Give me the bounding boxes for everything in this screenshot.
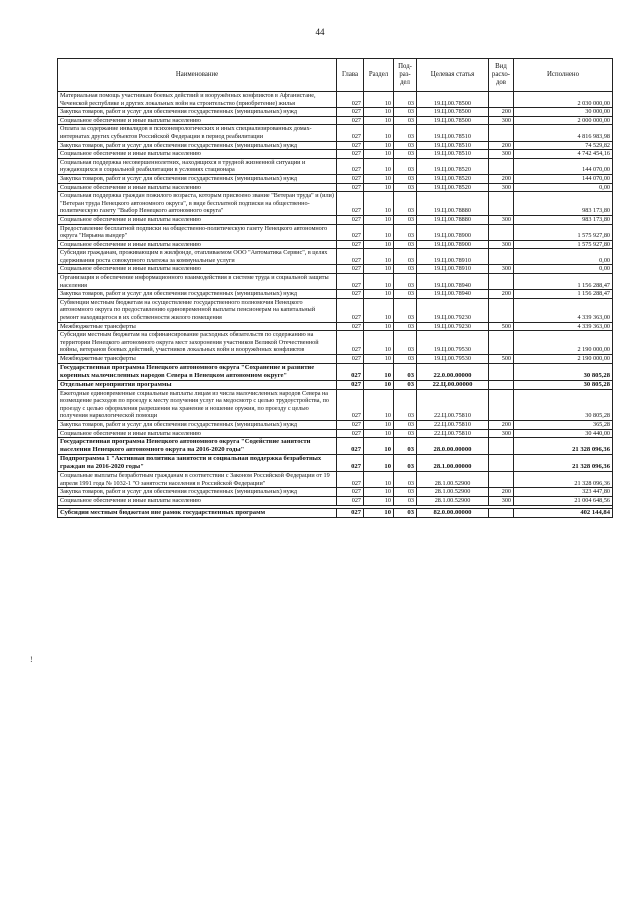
table-row bbox=[58, 150, 613, 159]
row-amount: 1 575 927,80 bbox=[514, 224, 613, 240]
row-podrazdel: 03 bbox=[394, 380, 417, 389]
row-razdel: 10 bbox=[364, 174, 394, 183]
row-podrazdel: 03 bbox=[394, 488, 417, 497]
row-podrazdel: 03 bbox=[394, 92, 417, 108]
row-article: 19.Ц.00.78510 bbox=[417, 141, 489, 150]
row-glava: 027 bbox=[337, 125, 364, 141]
row-vid bbox=[489, 472, 514, 488]
row-vid bbox=[489, 125, 514, 141]
row-vid: 200 bbox=[489, 174, 514, 183]
row-podrazdel: 03 bbox=[394, 215, 417, 224]
row-amount: 983 173,80 bbox=[514, 192, 613, 216]
page-number: 44 bbox=[315, 27, 325, 37]
table-row bbox=[58, 322, 613, 331]
row-podrazdel: 03 bbox=[394, 455, 417, 472]
row-name: Социальное обеспечение и иные выплаты населению bbox=[58, 496, 337, 505]
row-razdel: 10 bbox=[364, 472, 394, 488]
row-article: 28.0.00.00000 bbox=[417, 438, 489, 455]
row-vid: 300 bbox=[489, 496, 514, 505]
row-article: 19.Ц.00.78940 bbox=[417, 290, 489, 299]
table-row bbox=[58, 380, 613, 389]
row-podrazdel: 03 bbox=[394, 274, 417, 290]
row-podrazdel: 03 bbox=[394, 322, 417, 331]
row-glava: 027 bbox=[337, 472, 364, 488]
row-razdel: 10 bbox=[364, 108, 394, 117]
table-row bbox=[58, 141, 613, 150]
row-razdel: 10 bbox=[364, 508, 394, 517]
row-amount: 144 070,00 bbox=[514, 174, 613, 183]
row-amount: 4 816 983,98 bbox=[514, 125, 613, 141]
row-glava: 027 bbox=[337, 290, 364, 299]
row-razdel: 10 bbox=[364, 438, 394, 455]
row-article: 19.Ц.00.78500 bbox=[417, 92, 489, 108]
row-name: Социальное обеспечение и иные выплаты населению bbox=[58, 150, 337, 159]
row-glava: 027 bbox=[337, 363, 364, 380]
row-name: Субсидии местным бюджетам на софинансирование расходных обязательств по содержанию на территории Ненецкого автономного округа мест захоронения участников Великой Отечественной войны, ветеранов боевых действий, участников локальных войн и вооружённых конфликтов bbox=[58, 331, 337, 355]
row-podrazdel: 03 bbox=[394, 420, 417, 429]
row-name: Предоставление бесплатной подписки на общественно-политическую газету Ненецкого автономного округа "Нярьяна вындер" bbox=[58, 224, 337, 240]
row-name: Социальное обеспечение и иные выплаты населению bbox=[58, 183, 337, 192]
row-vid: 300 bbox=[489, 150, 514, 159]
row-name: Социальное обеспечение и иные выплаты населению bbox=[58, 265, 337, 274]
row-glava: 027 bbox=[337, 429, 364, 438]
table-row bbox=[58, 158, 613, 174]
row-razdel: 10 bbox=[364, 192, 394, 216]
row-article: 19.Ц.00.78510 bbox=[417, 150, 489, 159]
row-podrazdel: 03 bbox=[394, 183, 417, 192]
header-razdel: Раздел bbox=[364, 59, 394, 92]
margin-mark: ! bbox=[30, 655, 33, 664]
row-podrazdel: 03 bbox=[394, 125, 417, 141]
row-vid bbox=[489, 92, 514, 108]
row-name: Межбюджетные трансферты bbox=[58, 322, 337, 331]
row-glava: 027 bbox=[337, 420, 364, 429]
table-row bbox=[58, 240, 613, 249]
row-amount: 1 156 288,47 bbox=[514, 274, 613, 290]
row-vid: 200 bbox=[489, 108, 514, 117]
table-row bbox=[58, 363, 613, 380]
row-razdel: 10 bbox=[364, 429, 394, 438]
row-glava: 027 bbox=[337, 249, 364, 265]
row-glava: 027 bbox=[337, 274, 364, 290]
row-vid: 300 bbox=[489, 183, 514, 192]
row-article: 19.Ц.00.78910 bbox=[417, 249, 489, 265]
row-podrazdel: 03 bbox=[394, 265, 417, 274]
row-podrazdel: 03 bbox=[394, 249, 417, 265]
row-podrazdel: 03 bbox=[394, 472, 417, 488]
row-name: Закупка товаров, работ и услуг для обеспечения государственных (муниципальных) нужд bbox=[58, 290, 337, 299]
row-podrazdel: 03 bbox=[394, 496, 417, 505]
row-glava: 027 bbox=[337, 455, 364, 472]
row-article: 82.0.00.00000 bbox=[417, 508, 489, 517]
row-vid bbox=[489, 331, 514, 355]
row-amount: 365,28 bbox=[514, 420, 613, 429]
row-article: 19.Ц.00.79230 bbox=[417, 322, 489, 331]
row-glava: 027 bbox=[337, 150, 364, 159]
row-vid: 300 bbox=[489, 215, 514, 224]
row-razdel: 10 bbox=[364, 116, 394, 125]
row-podrazdel: 03 bbox=[394, 158, 417, 174]
row-amount: 2 000 000,00 bbox=[514, 116, 613, 125]
row-vid: 200 bbox=[489, 290, 514, 299]
row-article: 22.Ц.00.00000 bbox=[417, 380, 489, 389]
row-article: 19.Ц.00.78880 bbox=[417, 192, 489, 216]
row-vid bbox=[489, 508, 514, 517]
row-article: 19.Ц.00.78510 bbox=[417, 125, 489, 141]
row-name: Материальная помощь участникам боевых действий и вооружённых конфликтов в Афганистане, Чеченской республике и других локальных войн на строительство (приобретение) жилья bbox=[58, 92, 337, 108]
row-article: 22.0.00.00000 bbox=[417, 363, 489, 380]
row-vid bbox=[489, 274, 514, 290]
row-vid: 500 bbox=[489, 355, 514, 364]
row-name: Субсидии местным бюджетам вне рамок государственных программ bbox=[58, 508, 337, 517]
row-name: Отдельные мероприятия программы bbox=[58, 380, 337, 389]
table-row bbox=[58, 496, 613, 505]
table-row bbox=[58, 274, 613, 290]
header-vid: Вид расхо-дов bbox=[489, 59, 514, 92]
row-vid: 200 bbox=[489, 141, 514, 150]
row-vid: 300 bbox=[489, 429, 514, 438]
row-name: Социальное обеспечение и иные выплаты населению bbox=[58, 215, 337, 224]
row-name: Социальное обеспечение и иные выплаты населению bbox=[58, 116, 337, 125]
row-article: 19.Ц.00.78900 bbox=[417, 240, 489, 249]
row-podrazdel: 03 bbox=[394, 174, 417, 183]
row-amount: 0,00 bbox=[514, 265, 613, 274]
row-podrazdel: 03 bbox=[394, 150, 417, 159]
row-name: Субсидии гражданам, проживающим в жилфонде, отапливаемом ООО "Автоматика Сервис", в целях сдерживания роста совокупного платежа за коммунальные услуги bbox=[58, 249, 337, 265]
row-name: Организация и обеспечение информационного взаимодействия в системе труда и социальной защиты населения bbox=[58, 274, 337, 290]
table-row bbox=[58, 355, 613, 364]
row-vid bbox=[489, 192, 514, 216]
header-amount: Исполнено bbox=[514, 59, 613, 92]
row-podrazdel: 03 bbox=[394, 192, 417, 216]
row-vid bbox=[489, 438, 514, 455]
row-glava: 027 bbox=[337, 174, 364, 183]
row-razdel: 10 bbox=[364, 92, 394, 108]
row-article: 19.Ц.00.79530 bbox=[417, 355, 489, 364]
row-glava: 027 bbox=[337, 108, 364, 117]
row-podrazdel: 03 bbox=[394, 240, 417, 249]
row-glava: 027 bbox=[337, 92, 364, 108]
row-amount: 1 156 288,47 bbox=[514, 290, 613, 299]
row-razdel: 10 bbox=[364, 240, 394, 249]
row-razdel: 10 bbox=[364, 249, 394, 265]
row-vid: 300 bbox=[489, 240, 514, 249]
row-glava: 027 bbox=[337, 192, 364, 216]
row-article: 19.Ц.00.78940 bbox=[417, 274, 489, 290]
row-name: Социальное обеспечение и иные выплаты населению bbox=[58, 240, 337, 249]
row-razdel: 10 bbox=[364, 389, 394, 420]
row-razdel: 10 bbox=[364, 290, 394, 299]
row-name: Социальные выплаты безработным гражданам в соответствии с Законом Российской Федерации от 19 апреля 1991 года № 1032-1 "О занятости населения в Российской Федерации" bbox=[58, 472, 337, 488]
table-row bbox=[58, 174, 613, 183]
header-podrazdel: Под-раз-дел bbox=[394, 59, 417, 92]
row-glava: 027 bbox=[337, 298, 364, 322]
row-glava: 027 bbox=[337, 183, 364, 192]
table-row bbox=[58, 389, 613, 420]
row-podrazdel: 03 bbox=[394, 438, 417, 455]
row-podrazdel: 03 bbox=[394, 116, 417, 125]
row-vid bbox=[489, 363, 514, 380]
row-name: Государственная программа Ненецкого автономного округа "Содействие занятости населения Ненецкого автономного округа на 2016-2020 годы" bbox=[58, 438, 337, 455]
row-glava: 027 bbox=[337, 438, 364, 455]
row-article: 19.Ц.00.78910 bbox=[417, 265, 489, 274]
header-name: Наименование bbox=[58, 59, 337, 92]
row-amount: 1 575 927,80 bbox=[514, 240, 613, 249]
row-amount: 4 339 363,00 bbox=[514, 322, 613, 331]
row-article: 19.Ц.00.78900 bbox=[417, 224, 489, 240]
row-article: 22.Ц.00.75810 bbox=[417, 389, 489, 420]
table-row bbox=[58, 420, 613, 429]
table-row bbox=[58, 108, 613, 117]
row-amount: 323 447,80 bbox=[514, 488, 613, 497]
row-amount: 30 805,28 bbox=[514, 380, 613, 389]
row-razdel: 10 bbox=[364, 141, 394, 150]
row-glava: 027 bbox=[337, 215, 364, 224]
row-razdel: 10 bbox=[364, 274, 394, 290]
table-row bbox=[58, 125, 613, 141]
row-podrazdel: 03 bbox=[394, 355, 417, 364]
budget-table bbox=[57, 58, 613, 518]
row-amount: 21 004 648,56 bbox=[514, 496, 613, 505]
row-article: 19.Ц.00.78520 bbox=[417, 158, 489, 174]
row-article: 19.Ц.00.78500 bbox=[417, 108, 489, 117]
row-article: 28.1.00.00000 bbox=[417, 455, 489, 472]
row-glava: 027 bbox=[337, 508, 364, 517]
row-name: Государственная программа Ненецкого автономного округа "Сохранение и развитие коренных малочисленных народов Севера в Ненецком автономном округе" bbox=[58, 363, 337, 380]
row-article: 19.Ц.00.78500 bbox=[417, 116, 489, 125]
row-amount: 30 000,00 bbox=[514, 108, 613, 117]
row-podrazdel: 03 bbox=[394, 298, 417, 322]
row-amount: 402 144,84 bbox=[514, 508, 613, 517]
row-razdel: 10 bbox=[364, 265, 394, 274]
row-razdel: 10 bbox=[364, 158, 394, 174]
row-article: 22.Ц.00.75810 bbox=[417, 429, 489, 438]
row-name: Закупка товаров, работ и услуг для обеспечения государственных (муниципальных) нужд bbox=[58, 420, 337, 429]
row-name: Закупка товаров, работ и услуг для обеспечения государственных (муниципальных) нужд bbox=[58, 141, 337, 150]
row-name: Закупка товаров, работ и услуг для обеспечения государственных (муниципальных) нужд bbox=[58, 108, 337, 117]
row-amount: 74 529,82 bbox=[514, 141, 613, 150]
row-podrazdel: 03 bbox=[394, 108, 417, 117]
row-vid: 200 bbox=[489, 420, 514, 429]
row-article: 22.Ц.00.75810 bbox=[417, 420, 489, 429]
table-row bbox=[58, 192, 613, 216]
row-razdel: 10 bbox=[364, 331, 394, 355]
row-razdel: 10 bbox=[364, 455, 394, 472]
table-row bbox=[58, 290, 613, 299]
row-razdel: 10 bbox=[364, 355, 394, 364]
table-row bbox=[58, 455, 613, 472]
table-row bbox=[58, 183, 613, 192]
row-podrazdel: 03 bbox=[394, 389, 417, 420]
table-body bbox=[58, 92, 613, 518]
row-glava: 027 bbox=[337, 496, 364, 505]
table-row bbox=[58, 265, 613, 274]
row-article: 19.Ц.00.79230 bbox=[417, 298, 489, 322]
row-article: 28.1.00.52900 bbox=[417, 488, 489, 497]
row-razdel: 10 bbox=[364, 224, 394, 240]
row-razdel: 10 bbox=[364, 183, 394, 192]
row-razdel: 10 bbox=[364, 380, 394, 389]
row-name: Социальное обеспечение и иные выплаты населению bbox=[58, 429, 337, 438]
row-podrazdel: 03 bbox=[394, 224, 417, 240]
row-amount: 4 339 363,00 bbox=[514, 298, 613, 322]
row-amount: 30 440,00 bbox=[514, 429, 613, 438]
header-article: Целевая статья bbox=[417, 59, 489, 92]
row-amount: 21 328 096,36 bbox=[514, 438, 613, 455]
header-glava: Глава bbox=[337, 59, 364, 92]
row-article: 19.Ц.00.79530 bbox=[417, 331, 489, 355]
row-article: 28.1.00.52900 bbox=[417, 496, 489, 505]
row-amount: 2 190 000,00 bbox=[514, 355, 613, 364]
row-amount: 2 190 000,00 bbox=[514, 331, 613, 355]
row-razdel: 10 bbox=[364, 496, 394, 505]
table-row bbox=[58, 429, 613, 438]
table-row bbox=[58, 472, 613, 488]
row-vid bbox=[489, 380, 514, 389]
row-podrazdel: 03 bbox=[394, 508, 417, 517]
row-vid bbox=[489, 158, 514, 174]
row-amount: 983 173,80 bbox=[514, 215, 613, 224]
row-razdel: 10 bbox=[364, 215, 394, 224]
row-podrazdel: 03 bbox=[394, 290, 417, 299]
row-amount: 144 070,00 bbox=[514, 158, 613, 174]
table-row bbox=[58, 249, 613, 265]
row-article: 28.1.00.52900 bbox=[417, 472, 489, 488]
row-vid: 300 bbox=[489, 116, 514, 125]
row-glava: 027 bbox=[337, 141, 364, 150]
row-razdel: 10 bbox=[364, 298, 394, 322]
row-podrazdel: 03 bbox=[394, 363, 417, 380]
row-glava: 027 bbox=[337, 158, 364, 174]
row-vid: 500 bbox=[489, 322, 514, 331]
row-razdel: 10 bbox=[364, 150, 394, 159]
row-name: Социальная поддержка несовершеннолетних, находящихся в трудной жизненной ситуации и нуждающихся в социальной реабилитации в условиях стационара bbox=[58, 158, 337, 174]
table-row bbox=[58, 331, 613, 355]
row-glava: 027 bbox=[337, 265, 364, 274]
row-amount: 0,00 bbox=[514, 249, 613, 265]
row-article: 19.Ц.00.78520 bbox=[417, 174, 489, 183]
row-glava: 027 bbox=[337, 322, 364, 331]
row-vid bbox=[489, 224, 514, 240]
table-row bbox=[58, 438, 613, 455]
row-vid: 200 bbox=[489, 488, 514, 497]
row-podrazdel: 03 bbox=[394, 141, 417, 150]
row-podrazdel: 03 bbox=[394, 331, 417, 355]
row-razdel: 10 bbox=[364, 363, 394, 380]
row-razdel: 10 bbox=[364, 488, 394, 497]
row-amount: 2 030 000,00 bbox=[514, 92, 613, 108]
row-vid bbox=[489, 455, 514, 472]
table-row bbox=[58, 488, 613, 497]
row-amount: 21 328 096,36 bbox=[514, 455, 613, 472]
row-glava: 027 bbox=[337, 240, 364, 249]
row-name: Закупка товаров, работ и услуг для обеспечения государственных (муниципальных) нужд bbox=[58, 488, 337, 497]
row-glava: 027 bbox=[337, 224, 364, 240]
row-glava: 027 bbox=[337, 116, 364, 125]
row-amount: 30 805,28 bbox=[514, 363, 613, 380]
row-amount: 4 742 454,16 bbox=[514, 150, 613, 159]
row-podrazdel: 03 bbox=[394, 429, 417, 438]
row-glava: 027 bbox=[337, 331, 364, 355]
row-amount: 30 805,28 bbox=[514, 389, 613, 420]
table-row bbox=[58, 92, 613, 108]
row-glava: 027 bbox=[337, 355, 364, 364]
table-row bbox=[58, 116, 613, 125]
row-vid bbox=[489, 298, 514, 322]
row-vid bbox=[489, 389, 514, 420]
row-glava: 027 bbox=[337, 389, 364, 420]
table-row bbox=[58, 224, 613, 240]
row-name: Субвенции местным бюджетам на осуществление государственного полномочия Ненецкого автономного округа по предоставлению единовременной выплаты пенсионерам на капитальный ремонт находящегося в их собственности жилого помещения bbox=[58, 298, 337, 322]
row-article: 19.Ц.00.78880 bbox=[417, 215, 489, 224]
table-header-row bbox=[58, 59, 613, 92]
row-razdel: 10 bbox=[364, 420, 394, 429]
row-glava: 027 bbox=[337, 380, 364, 389]
table-row bbox=[58, 508, 613, 517]
row-article: 19.Ц.00.78520 bbox=[417, 183, 489, 192]
row-vid bbox=[489, 249, 514, 265]
row-glava: 027 bbox=[337, 488, 364, 497]
row-name: Социальная поддержка граждан пожилого возраста, которым присвоено звание "Ветеран труда" и (или) "Ветеран труда Ненецкого автономного округа", в виде бесплатной подписки на общественно-политическую газету "Выбор Ненецкого автономного округа" bbox=[58, 192, 337, 216]
row-amount: 0,00 bbox=[514, 183, 613, 192]
row-vid: 300 bbox=[489, 265, 514, 274]
row-name: Оплата за содержание инвалидов в психоневрологических и иных специализированных домах-интернатах других субъектов Российской Федерации в период реабилитации bbox=[58, 125, 337, 141]
row-amount: 21 328 096,36 bbox=[514, 472, 613, 488]
row-name: Закупка товаров, работ и услуг для обеспечения государственных (муниципальных) нужд bbox=[58, 174, 337, 183]
row-razdel: 10 bbox=[364, 125, 394, 141]
table-row bbox=[58, 215, 613, 224]
row-razdel: 10 bbox=[364, 322, 394, 331]
table-row bbox=[58, 298, 613, 322]
row-name: Межбюджетные трансферты bbox=[58, 355, 337, 364]
row-name: Подпрограмма 1 "Активная политика занятости и социальная поддержка безработных граждан на 2016-2020 годы" bbox=[58, 455, 337, 472]
row-name: Ежегодные единовременные социальные выплаты лицам из числа малочисленных народов Севера на возмещение расходов по проезду к месту получения услуг на медосмотр с целью трудоустройства, по проезду с целью оформления разрешения на хранение и ношение оружия, по проезду с целью получения наркологической помощи bbox=[58, 389, 337, 420]
